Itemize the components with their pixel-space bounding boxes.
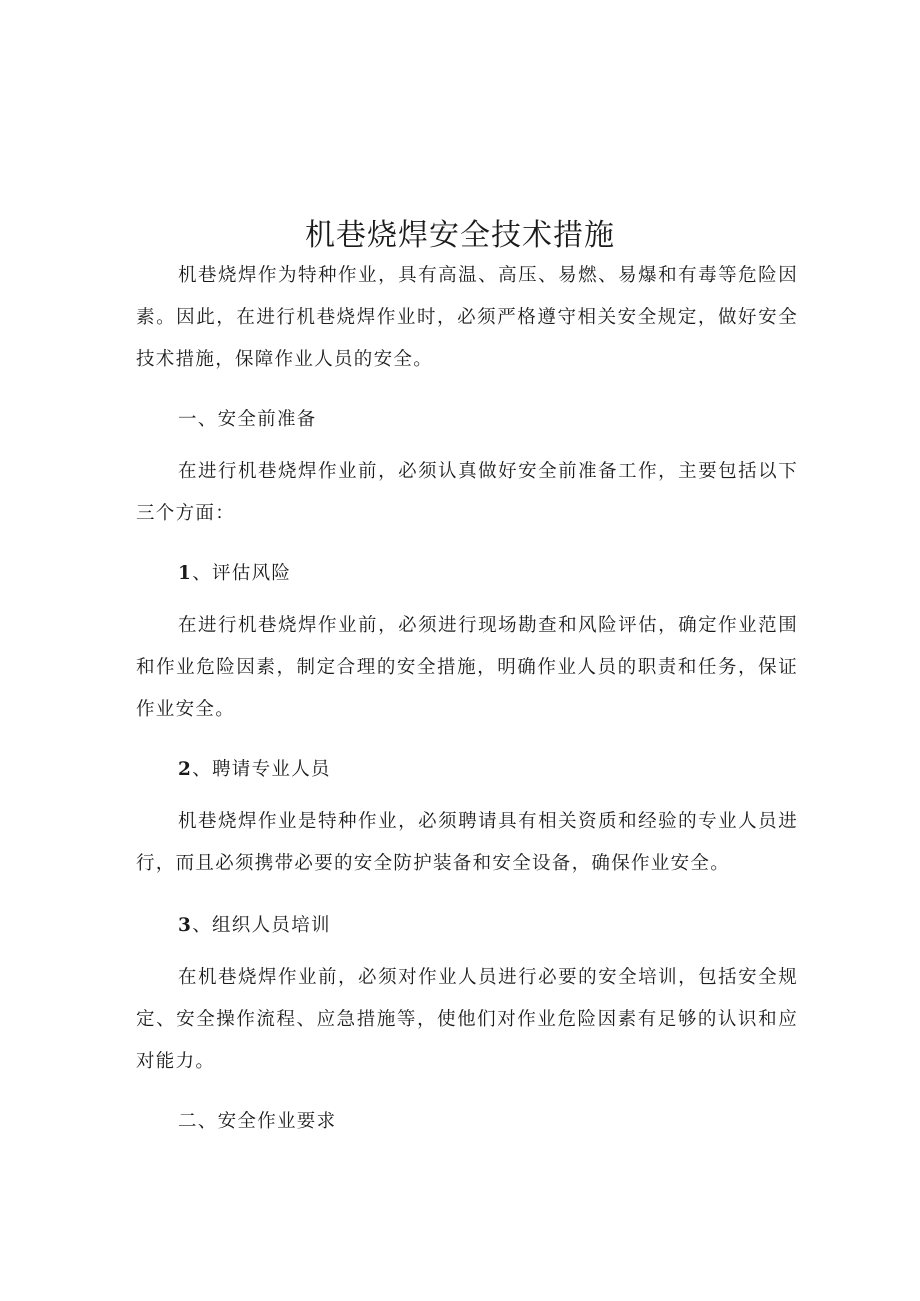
item-heading-hire-professionals bbox=[178, 749, 331, 791]
item-body-staff-training: 在机巷烧焊作业前，必须对作业人员进行必要的安全培训，包括安全规定、安全操作流程、应急措施等，使他们对作业危险因素有足够的认识和应对能力。 bbox=[136, 967, 798, 1072]
item-label: 、聘请专业人员 bbox=[192, 759, 331, 780]
document-title: 机巷烧焊安全技术措施 bbox=[305, 218, 615, 253]
item-body-risk-assessment: 在进行机巷烧焊作业前，必须进行现场勘查和风险评估，确定作业范围和作业危险因素，制定合理的安全措施，明确作业人员的职责和任务，保证作业安全。 bbox=[136, 615, 798, 720]
item-label: 、评估风险 bbox=[192, 563, 292, 584]
section-heading-operation-requirements: 二、安全作业要求 bbox=[178, 1111, 337, 1132]
intro-paragraph: 机巷烧焊作为特种作业，具有高温、高压、易燃、易爆和有毒等危险因素。因此，在进行机巷烧焊作业时，必须严格遵守相关安全规定，做好安全技术措施，保障作业人员的安全。 bbox=[136, 265, 798, 370]
item-heading-staff-training bbox=[178, 905, 331, 947]
section-heading-preparation: 一、安全前准备 bbox=[178, 409, 317, 430]
section-body-preparation: 在进行机巷烧焊作业前，必须认真做好安全前准备工作，主要包括以下三个方面： bbox=[136, 461, 798, 524]
item-number: 2 bbox=[178, 759, 193, 780]
item-label: 、组织人员培训 bbox=[192, 915, 331, 936]
item-number: 3 bbox=[178, 915, 193, 936]
item-number: 1 bbox=[178, 563, 193, 584]
item-body-hire-professionals: 机巷烧焊作业是特种作业，必须聘请具有相关资质和经验的专业人员进行，而且必须携带必要的安全防护装备和安全设备，确保作业安全。 bbox=[136, 811, 798, 874]
item-heading-risk-assessment bbox=[178, 553, 291, 595]
